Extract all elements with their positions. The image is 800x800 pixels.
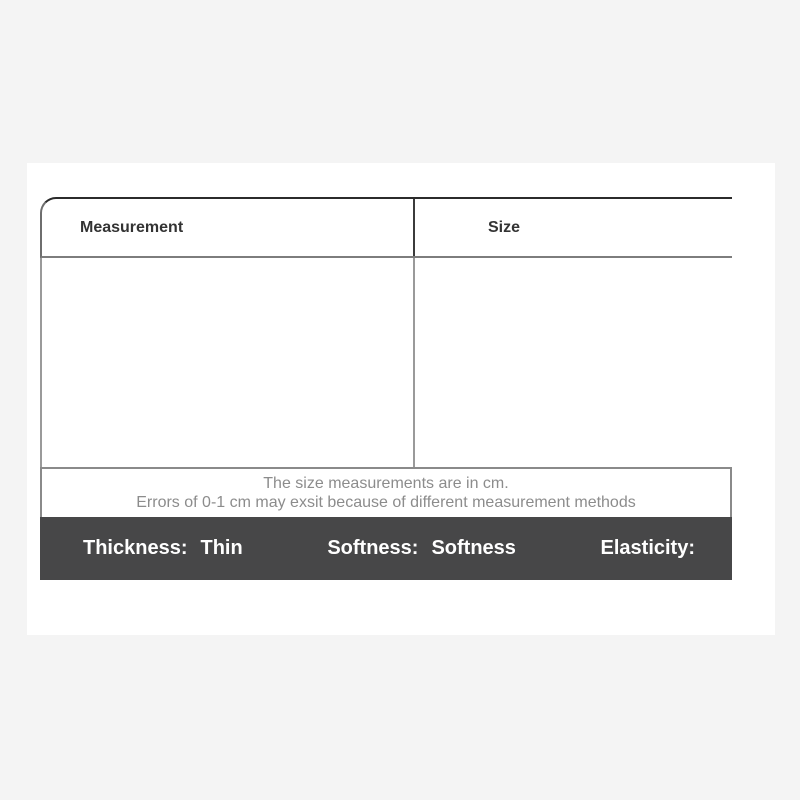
thickness-value: Thin: [200, 537, 243, 559]
softness-label: Softness:: [327, 537, 419, 559]
elasticity-label: Elasticity:: [600, 537, 695, 559]
measurement-note-box: [40, 467, 732, 517]
fabric-attributes-bar: [40, 517, 732, 580]
size-table: [40, 197, 732, 580]
measurement-header-cell: [42, 199, 415, 256]
softness-value: Softness: [431, 537, 516, 559]
softness-attribute: [327, 537, 516, 560]
thickness-attribute: [83, 537, 243, 560]
measurement-body-cell: [42, 258, 415, 467]
thickness-label: Thickness:: [83, 537, 188, 559]
size-body-cell: [415, 258, 732, 467]
elasticity-attribute: [601, 537, 708, 560]
size-table-header-row: [40, 197, 732, 258]
size-chart-card: [27, 163, 775, 635]
measurement-header-label: Measurement: [80, 218, 184, 236]
size-header-cell: [415, 199, 732, 256]
note-line-1: The size measurements are in cm.: [263, 475, 509, 492]
note-line-2: Errors of 0-1 cm may exsit because of different measurement methods: [136, 494, 636, 511]
size-header-label: Size: [488, 218, 521, 236]
size-table-body-row: [40, 258, 732, 467]
